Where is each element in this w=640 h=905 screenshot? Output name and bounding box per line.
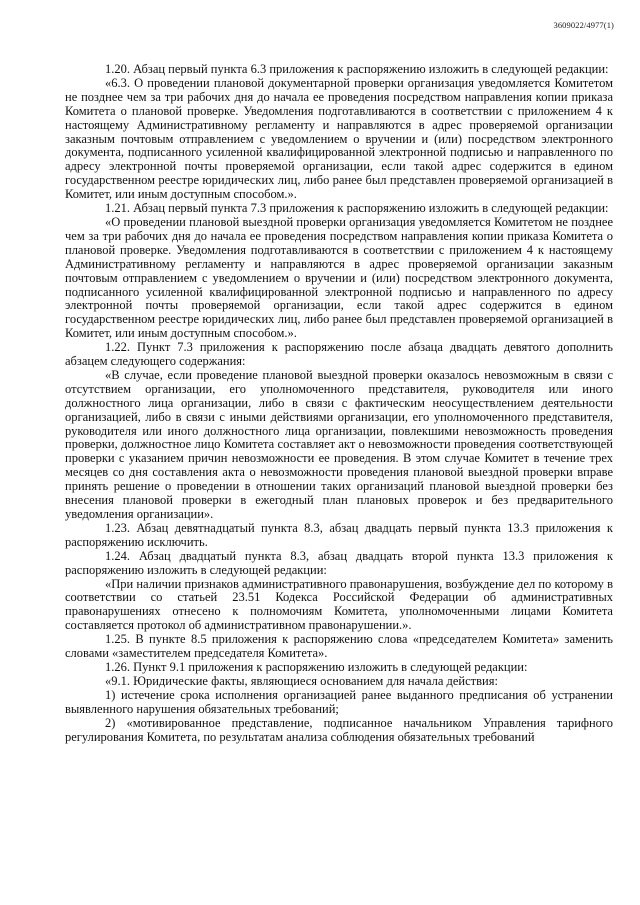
paragraph-7-3-text: «О проведении плановой выездной проверки организация уведомляется Комитетом не позднее чем за три рабочих дня до начала ее проведения посредством направления копии приказа Комитета о плановой проверке. Уведомления подготавливаются в соответствии с приложением 4 к настоящему Административному регламенту и направляются в адрес проверяемой организации заказным почтовым отправлением с уведомлением о вручении и (или) посредством электронного документа, подписанного усиленной квалифицированной электронной подписью и направленного по адресу электронной почты проверяемой организации, если такой адрес содержится в едином государственном реестре юридических лиц, либо ранее был представлен проверяемой организацией в Комитет, или иным доступным способом.». xyxy=(65,214,613,341)
list-item-2: 2) «мотивированное представление, подписанное начальником Управления тарифного регулирования Комитета, по результатам анализа соблюдения обязательных требований xyxy=(65,715,613,744)
paragraph-1-23: 1.23. Абзац девятнадцатый пункта 8.3, абзац двадцать первый пункта 13.3 приложения к распоряжению исключить. xyxy=(65,520,613,549)
paragraph-7-3-addition: «В случае, если проведение плановой выездной проверки оказалось невозможным в связи с отсутствием организации, его уполномоченного представителя, руководителя или иного должностного лица организации, либо в связи с фактическим неосуществлением деятельности организацией, либо в связи с иными действиями организации, его уполномоченного представителя, руководителя или иного должностного лица организации, повлекшими невозможность проведения проверки, должностное лицо Комитета составляет акт о невозможности проведения соответствующей проверки с указанием причин невозможности ее проведения. В этом случае Комитет в течение трех месяцев со дня составления акта о невозможности проведения плановой выездной проверки вправе принять решение о проведении в отношении таких организаций плановой выездной проверки без внесения плановой проверки в ежегодный план плановых проверок и без предварительного уведомления организации». xyxy=(65,367,613,521)
paragraph-1-26: 1.26. Пункт 9.1 приложения к распоряжению изложить в следующей редакции: xyxy=(105,659,528,674)
paragraph-6-3-text: «6.3. О проведении плановой документарной проверки организация уведомляется Комитетом не позднее чем за три рабочих дня до начала ее проведения посредством направления копии приказа Комитета о плановой проверке. Уведомления подготавливаются в соответствии с приложением 4 к настоящему Административному регламенту и направляются в адрес проверяемой организации заказным почтовым отправлением с уведомлением о вручении и (или) посредством электронного документа, подписанного усиленной квалифицированной электронной подписью и направленного по адресу электронной почты проверяемой организации, если такой адрес содержится в едином государственном реестре юридических лиц, либо ранее был представлен проверяемой организацией в Комитет, или иным доступным способом.». xyxy=(65,75,613,202)
paragraph-1-25: 1.25. В пункте 8.5 приложения к распоряжению слова «председателем Комитета» заменить словами «заместителем председателя Комитета». xyxy=(65,632,613,661)
document-id: 3609022/4977(1) xyxy=(553,20,614,30)
paragraph-1-22: 1.22. Пункт 7.3 приложения к распоряжению после абзаца двадцать девятого дополнить абзацем следующего содержания: xyxy=(65,340,613,369)
paragraph-1-24: 1.24. Абзац двадцатый пункта 8.3, абзац двадцать второй пункта 13.3 приложения к распоряжению изложить в следующей редакции: xyxy=(65,548,613,577)
paragraph-1-20: 1.20. Абзац первый пункта 6.3 приложения к распоряжению изложить в следующей редакции: xyxy=(105,62,609,76)
list-item-1: 1) истечение срока исполнения организацией ранее выданного предписания об устранении выявленного нарушения обязательных требований; xyxy=(65,687,613,716)
paragraph-8-3-text: «При наличии признаков административного правонарушения, возбуждение дел по которому в соответствии со статьей 23.51 Кодекса Российской Федерации об административных правонарушениях отнесено к полномочиям Комитета, уполномоченными лицами Комитета составляется протокол об административном правонарушении.». xyxy=(65,576,613,633)
document-body xyxy=(65,63,613,744)
paragraph-1-21: 1.21. Абзац первый пункта 7.3 приложения к распоряжению изложить в следующей редакции: xyxy=(105,201,609,216)
paragraph-9-1-heading: «9.1. Юридические факты, являющиеся основанием для начала действия: xyxy=(105,673,498,688)
